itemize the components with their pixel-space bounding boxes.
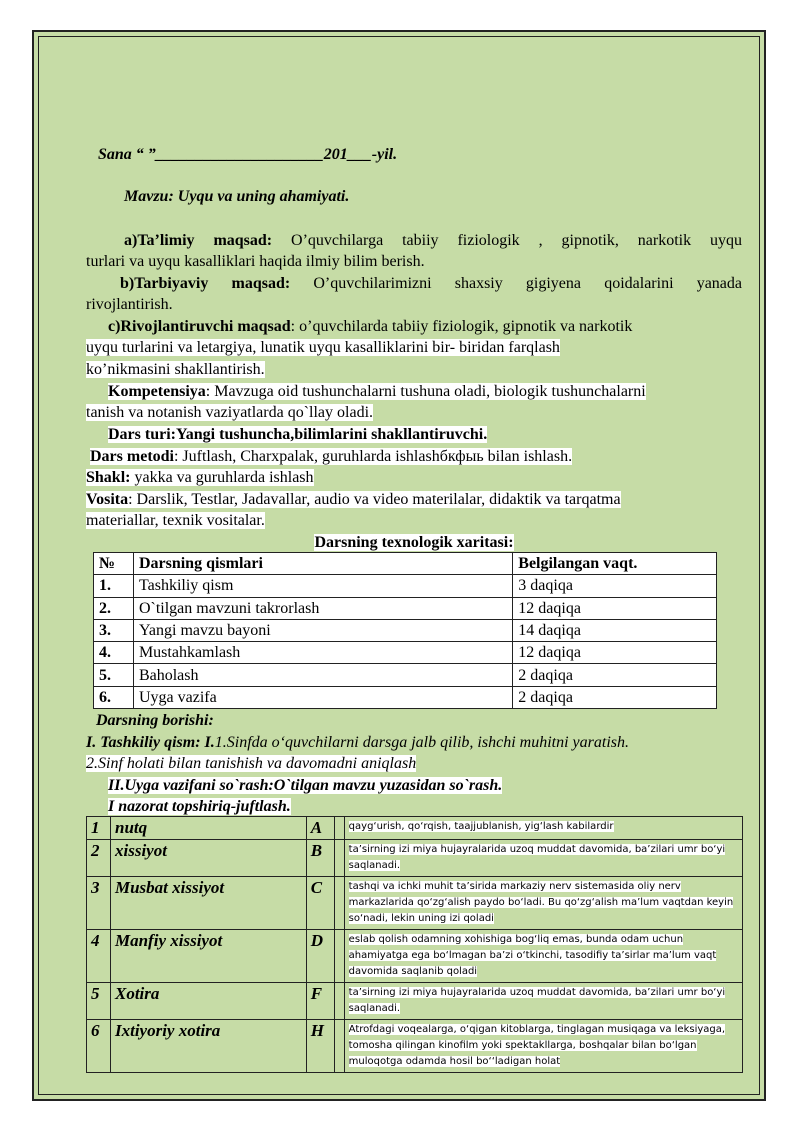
edu-goal-label: a)Ta’limiy maqsad: xyxy=(124,232,273,249)
org-part-text: 1.Sinfda o‘quvchilarni darsga jalb qilib, ishchi muhitni yaratish. xyxy=(214,734,629,751)
org-part-label: I. Tashkiliy qism: I. xyxy=(86,734,215,751)
match-num: 6 xyxy=(87,1020,111,1073)
table-row xyxy=(94,619,717,641)
tech-map-title: Darsning texnologik xaritasi: xyxy=(314,534,514,551)
match-num: 4 xyxy=(87,930,111,983)
lesson-form-text: yakka va guruhlarda ishlash xyxy=(130,469,314,486)
match-letter: H xyxy=(306,1020,334,1073)
tech-map-header-time: Belgilangan vaqt. xyxy=(513,553,717,575)
match-term: xissiyot xyxy=(110,840,306,877)
lesson-tools-text-2: materiallar, texnik vositalar. xyxy=(86,512,265,529)
match-letter: A xyxy=(306,817,334,840)
lesson-form-line xyxy=(86,467,742,488)
competence-line1 xyxy=(86,381,764,402)
upb-goal-label: b)Tarbiyaviy maqsad: xyxy=(120,275,291,292)
dev-goal-text-2: uyqu turlarini va letargiya, lunatik uyqu kasalliklarini bir- biridan farqlash xyxy=(86,339,560,356)
lesson-form-label: Shakl: xyxy=(86,469,131,486)
match-desc: qayg‘urish, qo‘rqish, taajjublanish, yig‘lash kabilardir xyxy=(344,817,742,840)
match-letter: F xyxy=(306,983,334,1020)
edu-goal-line1 xyxy=(86,230,742,251)
competence-text-2: tanish va notanish vaziyatlarda qo`llay oladi. xyxy=(86,404,374,421)
table-row xyxy=(87,1020,743,1073)
org-part-text-2: 2.Sinf holati bilan tanishish va davomadni aniqlash xyxy=(86,755,417,772)
row-num: 4. xyxy=(94,642,134,664)
homework-text: II.Uyga vazifani so`rash:O`tilgan mavzu yuzasidan so`rash. xyxy=(108,777,503,794)
edu-goal-text: O’quvchilarga tabiiy fiziologik , gipnotik, narkotik uyqu xyxy=(272,232,742,249)
row-time: 14 daqiqa xyxy=(513,619,717,641)
table-row xyxy=(87,930,743,983)
edu-goal-line2: turlari va uyqu kasalliklari haqida ilmiy bilim berish. xyxy=(86,253,425,270)
row-part: Tashkiliy qism xyxy=(133,575,512,597)
lesson-type-line xyxy=(86,424,764,445)
table-row xyxy=(94,642,717,664)
row-num: 6. xyxy=(94,686,134,708)
dev-goal-text: : o’quvchilarda tabiiy fiziologik, gipnotik va narkotik xyxy=(290,318,633,335)
row-part: Yangi mavzu bayoni xyxy=(133,619,512,641)
match-term: Xotira xyxy=(110,983,306,1020)
match-num: 3 xyxy=(87,877,111,930)
match-desc: Atrofdagi voqealarga, o‘qigan kitoblarga, tinglagan musiqaga va leksiyaga, tomosha qilingan kinofilm yoki spektakllarga, boshqalar bilan bo‘lgan muloqotga odamda hosil bo‘‘ladigan holat xyxy=(344,1020,742,1073)
match-term: Ixtiyoriy xotira xyxy=(110,1020,306,1073)
dev-goal-text-3: ko’nikmasini shakllantirish. xyxy=(86,361,265,378)
upb-goal-line2: rivojlantirish. xyxy=(86,296,173,313)
topic-line: Mavzu: Uyqu va uning ahamiyati. xyxy=(124,188,350,205)
tech-map-header-num: № xyxy=(94,553,134,575)
homework-line xyxy=(86,775,764,796)
date-line: Sana “ ”_____________________201___-yil. xyxy=(98,146,398,163)
lesson-type: Dars turi:Yangi tushuncha,bilimlarini shakllantiruvchi. xyxy=(108,426,488,443)
match-letter: B xyxy=(306,840,334,877)
dev-goal-line2 xyxy=(86,337,742,358)
row-time: 12 daqiqa xyxy=(513,597,717,619)
row-num: 2. xyxy=(94,597,134,619)
lesson-method-text: : Juftlash, Charxpalak, guruhlarda ishlashбкфыь bilan ishlash. xyxy=(173,448,573,465)
row-num: 3. xyxy=(94,619,134,641)
match-letter: D xyxy=(306,930,334,983)
match-num: 1 xyxy=(87,817,111,840)
row-time: 12 daqiqa xyxy=(513,642,717,664)
lesson-tools-label: Vosita xyxy=(86,491,129,508)
table-row xyxy=(94,575,717,597)
table-row xyxy=(87,840,743,877)
match-desc: ta’sirning izi miya hujayralarida uzoq muddat davomida, ba’zilari umr bo‘yi saqlanadi. xyxy=(344,983,742,1020)
table-row xyxy=(94,597,717,619)
match-desc: eslab qolish odamning xohishiga bog‘liq emas, bunda odam uchun ahamiyatga ega bo‘lmagan ba’zi o‘tkinchi, tasodifiy ta’sirlar ma’lum vaqt davomida saqlanib qoladi xyxy=(344,930,742,983)
row-time: 2 daqiqa xyxy=(513,686,717,708)
table-row xyxy=(87,983,743,1020)
competence-line2 xyxy=(86,402,742,423)
lesson-method-line xyxy=(86,446,746,467)
task-line xyxy=(86,796,764,817)
row-num: 1. xyxy=(94,575,134,597)
upb-goal-text: O’quvchilarimizni shaxsiy gigiyena qoidalarini yanada xyxy=(290,275,742,292)
lesson-method-label: Dars metodi xyxy=(90,448,174,465)
row-time: 3 daqiqa xyxy=(513,575,717,597)
match-num: 5 xyxy=(87,983,111,1020)
upb-goal-line1 xyxy=(86,273,742,294)
table-row xyxy=(87,817,743,840)
lesson-tools-text: : Darslik, Testlar, Jadavallar, audio va video materilalar, didaktik va tarqatma xyxy=(128,491,621,508)
row-part: Mustahkamlash xyxy=(133,642,512,664)
row-num: 5. xyxy=(94,664,134,686)
competence-label: Kompetensiya xyxy=(108,383,206,400)
dev-goal-line3 xyxy=(86,359,742,380)
task-text: I nazorat topshiriq-juftlash. xyxy=(108,798,291,815)
match-num: 2 xyxy=(87,840,111,877)
match-term: Musbat xissiyot xyxy=(110,877,306,930)
table-row xyxy=(87,877,743,930)
table-row xyxy=(94,686,717,708)
row-part: Uyga vazifa xyxy=(133,686,512,708)
lesson-tools-line1 xyxy=(86,489,742,510)
tech-map-table xyxy=(93,552,717,709)
row-part: O`tilgan mavzuni takrorlash xyxy=(133,597,512,619)
tech-map-header-parts: Darsning qismlari xyxy=(133,553,512,575)
org-part-line1 xyxy=(86,732,742,753)
dev-goal-line1 xyxy=(86,316,764,337)
dev-goal-label: c)Rivojlantiruvchi maqsad xyxy=(108,318,291,335)
org-part-line2 xyxy=(86,753,742,774)
lesson-tools-line2 xyxy=(86,510,742,531)
match-term: nutq xyxy=(110,817,306,840)
matching-table xyxy=(86,816,743,1073)
competence-text: : Mavzuga oid tushunchalarni tushuna oladi, biologik tushunchalarni xyxy=(205,383,646,400)
progress-title: Darsning borishi: xyxy=(96,712,214,729)
match-letter: C xyxy=(306,877,334,930)
match-desc: tashqi va ichki muhit ta’sirida markaziy nerv sistemasida oliy nerv markazlarida qo‘zg‘alish paydo bo‘ladi. Bu qo‘zg‘alish ma’lum vaqtdan keyin so‘nadi, lekin uning izi qoladi xyxy=(344,877,742,930)
row-time: 2 daqiqa xyxy=(513,664,717,686)
match-desc: ta’sirning izi miya hujayralarida uzoq muddat davomida, ba’zilari umr bo‘yi saqlanadi. xyxy=(344,840,742,877)
table-row xyxy=(94,664,717,686)
tech-map-header-row xyxy=(94,553,717,575)
match-term: Manfiy xissiyot xyxy=(110,930,306,983)
row-part: Baholash xyxy=(133,664,512,686)
